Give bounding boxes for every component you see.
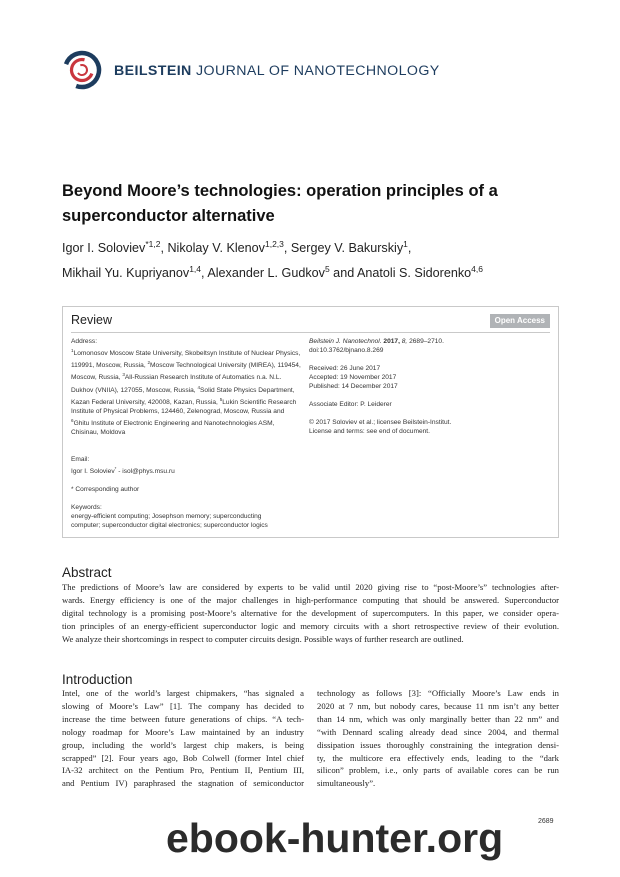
corresponding-note: * Corresponding author: [71, 486, 140, 494]
author-name: Igor I. Soloviev: [62, 241, 146, 256]
divider: [71, 332, 550, 333]
author-name: Mikhail Yu. Kupriyanov: [62, 266, 190, 281]
author-list: Igor I. Soloviev$^{*1,2}$, Nikolay V. Klenov$^{1,2,3}$, Sergey V. Bakurskiy$^1$, Mikhail Yu. Kupriyanov$^{1,4}$, Alexander L. Gudkov$^5$ and Anatoli S. Sidorenko$^{4,6}$: [62, 239, 483, 281]
watermark: ebook-hunter.org: [166, 815, 504, 861]
abstract-text: The predictions of Moore’s law are considered by experts to be valid until 2020 giving rise to “post-Moore’s” technologies after- wards. Energy efficiency is one of the major challenges in high-performance computing that should be answered. Superconductor digital technology is a promising post-Moore’s alternative for the development of supercomputers. In this paper, we consider opera- tion principles of an energy-efficient superconductor logic and memory circuits with a short retrospective review of their evolution. We analyze their shortcomings in respect to computer circuits design. Possible ways of further research are outlined.: [62, 582, 559, 644]
author-name: Sergey V. Bakurskiy: [290, 241, 404, 256]
license-link[interactable]: License and terms: see end of document.: [309, 428, 430, 435]
author-name: Alexander L. Gudkov: [207, 266, 325, 281]
accepted-date: Accepted: 19 November 2017: [309, 374, 397, 381]
affiliations-column: Address: $^1$Lomonosov Moscow State University, Skobeltsyn Institute of Nuclear Physics, 119991, Moscow, Russia, $^2$Moscow Technological University (MIREA), 119454, Moscow, Russia, $^3$All-Russian Research Institute of Automatics n.a. N.L. Dukhov (VNIIA), 127055, Moscow, Russia, $^4$Solid State Physics Department, Kazan Federal University, 420008, Kazan, Russia, $^5$Lukin Scientific Research Institute of Physical Problems, 124460, Zelenograd, Moscow, Russia and $^6$Ghitu Institute of Electronic Engineering and Nanotechnologies ASM, Chisinau, Moldova Email: Igor I. Soloviev* - isol@phys.msu.ru * Corresponding author Keywords: energy-efficient computing; Josephson memory; superconducting computer; superconductor digital electronics; superconductor logics: [71, 337, 303, 530]
introduction-left-column: Intel, one of the world’s largest chipmakers, “has signaled a slowing of Moore’s Law” [1]. The company has decided to increase the time between future generations of chips. “A tech- nology roadmap for Moore’s Law maintained by an industry group, including the world’s largest chip makers, is being scrapped” [2]. Four years ago, Bob Colwell (former Intel chief IA-32 architect on the Pentium Pro, Pentium II, Pentium III, and Pentium IV) paraphrased the stagnation of semiconductor: [62, 688, 304, 789]
open-access-badge: Open Access: [490, 314, 550, 328]
introduction-heading: Introduction: [62, 672, 133, 687]
publication-info-column: [309, 337, 549, 436]
journal-logo-icon: [62, 50, 102, 90]
received-date: Received: 26 June 2017: [309, 365, 381, 372]
copyright: © 2017 Soloviev et al.; licensee Beilstein-Institut.: [309, 419, 452, 426]
citation: Beilstein J. Nanotechnol. 2017, 8, 2689–2710.: [309, 338, 444, 345]
author-name: Nikolay V. Klenov: [167, 241, 265, 256]
email-link[interactable]: - isol@phys.msu.ru: [116, 468, 175, 476]
published-date: Published: 14 December 2017: [309, 383, 398, 390]
address-text: $^1$Lomonosov Moscow State University, Skobeltsyn Institute of Nuclear Physics, 119991, Moscow, Russia, $^2$Moscow Technological University (MIREA), 119454, Moscow, Russia, $^3$All-Russian Research Institute of Automatics n.a. N.L. Dukhov (VNIIA), 127055, Moscow, Russia, $^4$Solid State Physics Department, Kazan Federal University, 420008, Kazan, Russia, $^5$Lukin Scientific Research Institute of Physical Problems, 124460, Zelenograd, Moscow, Russia and $^6$Ghitu Institute of Electronic Engineering and Nanotechnologies ASM, Chisinau, Moldova: [71, 348, 301, 437]
author-name: Anatoli S. Sidorenko: [357, 266, 472, 281]
article-info-box: [62, 306, 559, 538]
keywords: energy-efficient computing; Josephson memory; superconducting computer; superconductor digital electronics; superconductor logics: [71, 513, 268, 530]
article-title: Beyond Moore’s technologies: operation principles of a superconductor alternative: [62, 182, 498, 225]
journal-name: BEILSTEIN JOURNAL OF NANOTECHNOLOGY: [114, 63, 440, 79]
email-line: Igor I. Soloviev* - isol@phys.msu.ru: [71, 466, 175, 476]
associate-editor: Associate Editor: P. Leiderer: [309, 401, 392, 408]
introduction-right-column: technology as follows [3]: “Officially Moore’s Law ends in 2020 at 7 nm, but nobody cares, because 11 nm isn’t any better than 14 nm, which was only marginally better than 22 nm” and “with Dennard scaling already dead since 2004, and thermal dissipation issues thoroughly constraining the integration densi- ty, the multicore era effectively ends, leading to the “dark silicon” problem, i.e., only parts of available cores can be run simultaneously”.: [317, 688, 559, 789]
article-type-label: Review: [71, 313, 112, 327]
page-number: 2689: [538, 818, 554, 825]
abstract-heading: Abstract: [62, 565, 112, 580]
doi-link[interactable]: doi:10.3762/bjnano.8.269: [309, 347, 384, 354]
